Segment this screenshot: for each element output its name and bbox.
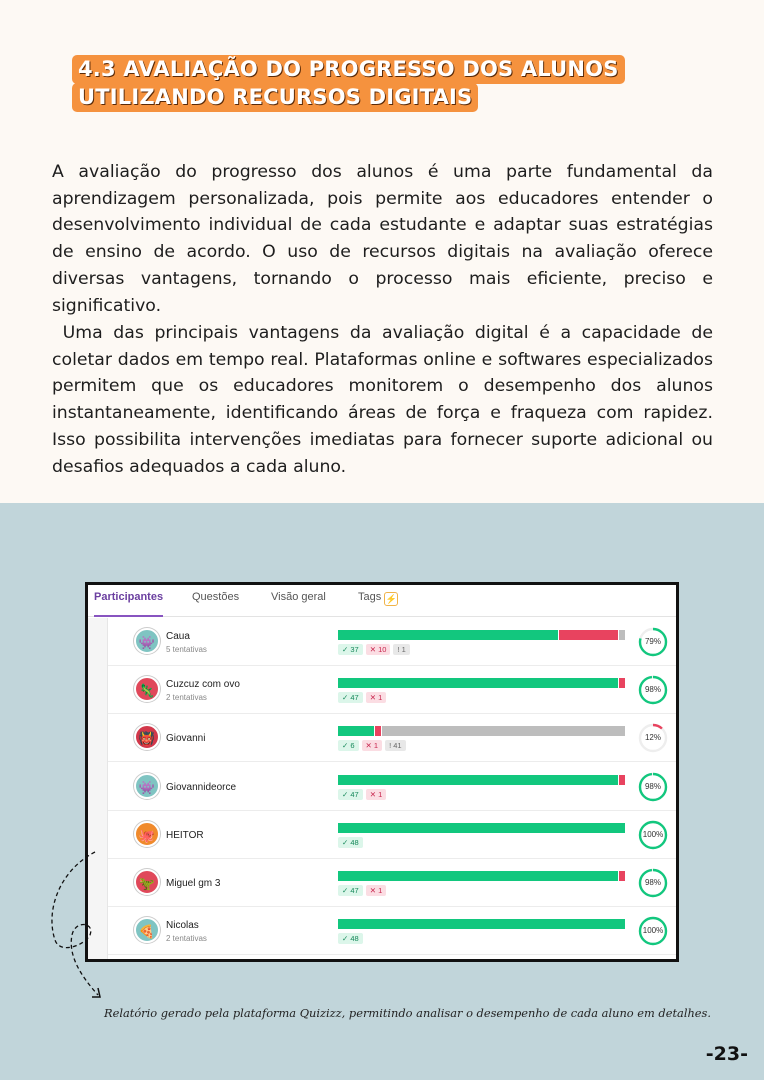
paragraph-2-text: Uma das principais vantagens da avaliação digital é a capacidade de coletar dados em tempo real. Plataformas online e softwares especializados permitem que os educadores monitorem o desempenho dos alunos instantaneamente, identificando áreas de força e fraqueza com rapidez. Isso possibilita intervenções imediatas para fornecer suporte adicional ou desafios adequados a cada aluno. — [52, 323, 713, 477]
participant-attempts: 2 tentativas — [166, 693, 207, 703]
badge-correct — [338, 837, 363, 848]
badge-incorrect — [366, 644, 391, 655]
participant-row[interactable] — [108, 666, 679, 714]
progress-bar — [338, 775, 626, 785]
badge-incorrect — [362, 740, 383, 751]
answer-badges — [338, 789, 386, 800]
report-tabs — [88, 585, 676, 617]
badge-count: 6 — [350, 741, 355, 751]
badge-correct — [338, 740, 359, 751]
bar-segment-correct — [338, 678, 618, 688]
bar-segment-incorrect — [619, 678, 625, 688]
score-percent: 98% — [644, 781, 661, 791]
bar-segment-incorrect — [619, 871, 625, 881]
cross-icon: ✕ — [369, 789, 379, 799]
check-icon: ✓ — [342, 934, 351, 944]
badge-unanswered — [393, 644, 409, 655]
answer-badges — [338, 740, 406, 751]
badge-unanswered — [385, 740, 406, 751]
heading-line-1: 4.3 AVALIAÇÃO DO PROGRESSO DOS ALUNOS — [72, 55, 625, 84]
participant-row[interactable] — [108, 714, 679, 762]
bar-segment-correct — [338, 919, 625, 929]
section-heading — [72, 55, 625, 112]
badge-correct — [338, 933, 363, 944]
badge-incorrect — [366, 885, 387, 896]
check-icon: ✓ — [342, 741, 351, 751]
tab-participantes[interactable]: Participantes — [94, 591, 163, 617]
check-icon: ✓ — [342, 645, 351, 654]
participant-row[interactable] — [108, 907, 679, 955]
participant-row[interactable] — [108, 811, 679, 859]
tab-tags[interactable] — [358, 591, 398, 617]
badge-count: 37 — [350, 645, 359, 654]
participant-attempts: 5 tentativas — [166, 645, 207, 654]
badge-correct — [338, 644, 363, 655]
bar-segment-correct — [338, 871, 618, 881]
bar-segment-correct — [338, 775, 618, 785]
progress-bar — [338, 823, 626, 833]
exclamation-icon: ! — [397, 645, 402, 654]
bar-segment-incorrect — [619, 775, 625, 785]
paragraph-1: A avaliação do progresso dos alunos é uma parte fundamental da aprendizagem personalizada, pois permite aos educadores entender o desenvolvimento individual de cada estudante e adaptar suas estratégias de ensino de acordo. O uso de recursos digitais na avaliação oferece diversas vantagens, tornando o processo mais eficiente, preciso e significativo. — [52, 162, 713, 316]
monster-avatar-icon: 🐙 — [134, 821, 160, 847]
monster-avatar-icon: 🍕 — [134, 917, 160, 943]
bar-segment-correct — [338, 630, 558, 640]
badge-correct — [338, 885, 363, 896]
monster-avatar-icon: 🦖 — [134, 869, 160, 895]
badge-count: 48 — [350, 934, 359, 944]
answer-badges — [338, 933, 363, 944]
page-number: -23- — [705, 1043, 748, 1065]
badge-incorrect — [366, 692, 387, 703]
progress-bar — [338, 726, 626, 736]
lightning-icon: ⚡ — [385, 594, 397, 604]
check-icon: ✓ — [342, 886, 351, 895]
dashed-arrow-icon — [40, 850, 110, 1005]
progress-bar — [338, 678, 626, 688]
participant-name: Giovannideorce — [166, 781, 237, 793]
check-icon: ✓ — [342, 837, 351, 847]
cross-icon: ✕ — [369, 693, 379, 703]
figure-caption: Relatório gerado pela plataforma Quizizz, permitindo analisar o desempenho de cada aluno em detalhes. — [104, 1006, 712, 1020]
tab-tags-label: Tags — [358, 591, 382, 603]
participant-name: Giovanni — [166, 733, 206, 745]
badge-count: 47 — [350, 693, 359, 703]
cross-icon: ✕ — [365, 741, 374, 751]
badge-count: 10 — [378, 645, 387, 654]
badge-count: 41 — [393, 741, 402, 751]
monster-avatar-icon: 👹 — [134, 724, 160, 750]
badge-count: 1 — [401, 645, 406, 654]
bar-segment-correct — [338, 726, 374, 736]
badge-incorrect — [366, 789, 387, 800]
badge-count: 1 — [378, 693, 383, 703]
score-percent: 98% — [644, 685, 661, 695]
bar-segment-correct — [338, 823, 625, 833]
participant-name: Cuzcuz com ovo — [166, 679, 240, 691]
badge-count: 1 — [373, 741, 379, 751]
participant-row[interactable] — [108, 859, 679, 907]
participant-name: Caua — [166, 631, 190, 642]
badge-count: 47 — [350, 789, 359, 799]
heading-line-2: UTILIZANDO RECURSOS DIGITAIS — [72, 83, 478, 112]
monster-avatar-icon: 👾 — [134, 628, 160, 654]
monster-avatar-icon: 👾 — [134, 773, 160, 799]
tab-visao-geral[interactable]: Visão geral — [271, 591, 326, 603]
exclamation-icon: ! — [389, 741, 394, 751]
participant-row[interactable] — [108, 763, 679, 811]
answer-badges — [338, 885, 386, 896]
participant-attempts: 2 tentativas — [166, 934, 207, 944]
cross-icon: ✕ — [369, 886, 379, 895]
participant-row[interactable] — [108, 618, 679, 666]
badge-count: 1 — [378, 886, 383, 895]
badge-count: 47 — [350, 886, 359, 895]
answer-badges — [338, 692, 386, 703]
paragraph-2 — [52, 320, 713, 480]
score-percent: 100% — [642, 829, 664, 839]
quizizz-report-screenshot — [85, 582, 679, 962]
score-percent: 98% — [644, 878, 661, 887]
badge-correct — [338, 789, 363, 800]
score-percent: 100% — [642, 926, 664, 936]
participant-name: Miguel gm 3 — [166, 878, 221, 889]
bar-segment-unanswered — [382, 726, 625, 736]
answer-badges — [338, 644, 410, 655]
badge-count: 1 — [378, 789, 383, 799]
participant-name: HEITOR — [166, 829, 204, 841]
score-percent: 79% — [644, 637, 661, 646]
check-icon: ✓ — [342, 693, 351, 703]
progress-bar — [338, 871, 626, 881]
cross-icon: ✕ — [369, 645, 379, 654]
participant-name: Nicolas — [166, 920, 199, 932]
score-percent: 12% — [644, 733, 661, 743]
check-icon: ✓ — [342, 789, 351, 799]
progress-bar — [338, 919, 626, 929]
bar-segment-incorrect — [559, 630, 618, 640]
badge-count: 48 — [350, 837, 359, 847]
badge-correct — [338, 692, 363, 703]
answer-badges — [338, 837, 363, 848]
monster-avatar-icon: 🦎 — [134, 676, 160, 702]
bar-segment-incorrect — [375, 726, 381, 736]
bar-segment-unanswered — [619, 630, 625, 640]
progress-bar — [338, 630, 626, 640]
tab-questoes[interactable]: Questões — [192, 591, 240, 603]
